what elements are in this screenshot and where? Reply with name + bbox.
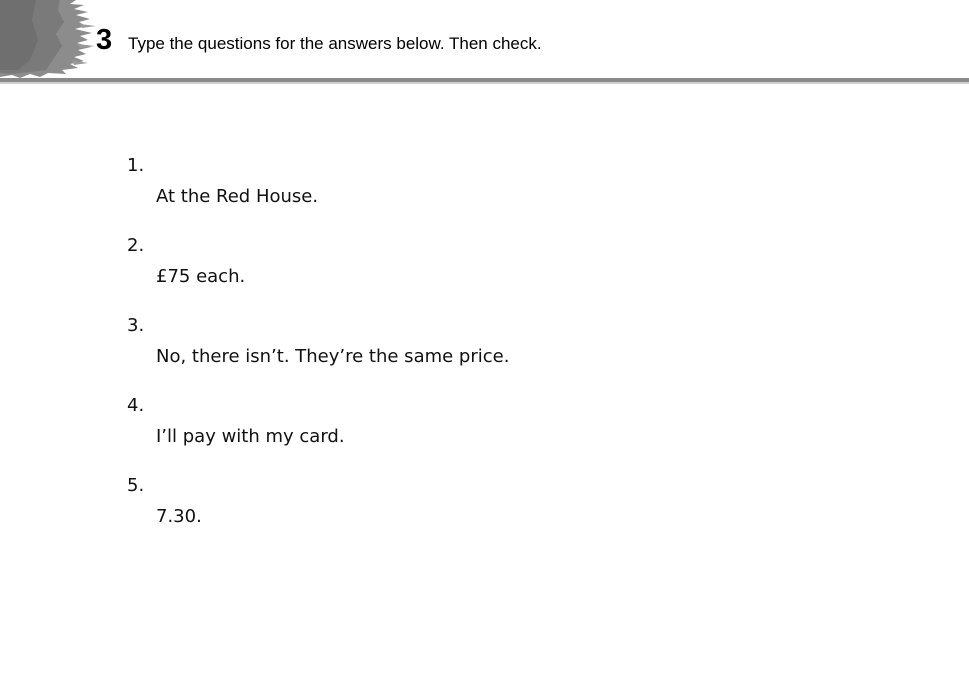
item-answer: I’ll pay with my card.: [156, 426, 345, 447]
item-answer: No, there isn’t. They’re the same price.: [156, 346, 510, 367]
item-answer: At the Red House.: [156, 186, 319, 207]
item-number: 4.: [127, 395, 145, 416]
item-number: 1.: [127, 155, 145, 176]
item-answer: 7.30.: [156, 506, 202, 527]
exercise-number: 3: [96, 24, 113, 56]
exercise-instruction: Type the questions for the answers below. Then check.: [128, 34, 542, 53]
list-item: [0, 395, 969, 465]
item-number: 2.: [127, 235, 145, 256]
item-number: 5.: [127, 475, 145, 496]
list-item: [0, 315, 969, 385]
item-number: 3.: [127, 315, 145, 336]
list-item: [0, 155, 969, 225]
list-item: [0, 235, 969, 305]
item-answer: £75 each.: [156, 266, 246, 287]
list-item: [0, 475, 969, 545]
